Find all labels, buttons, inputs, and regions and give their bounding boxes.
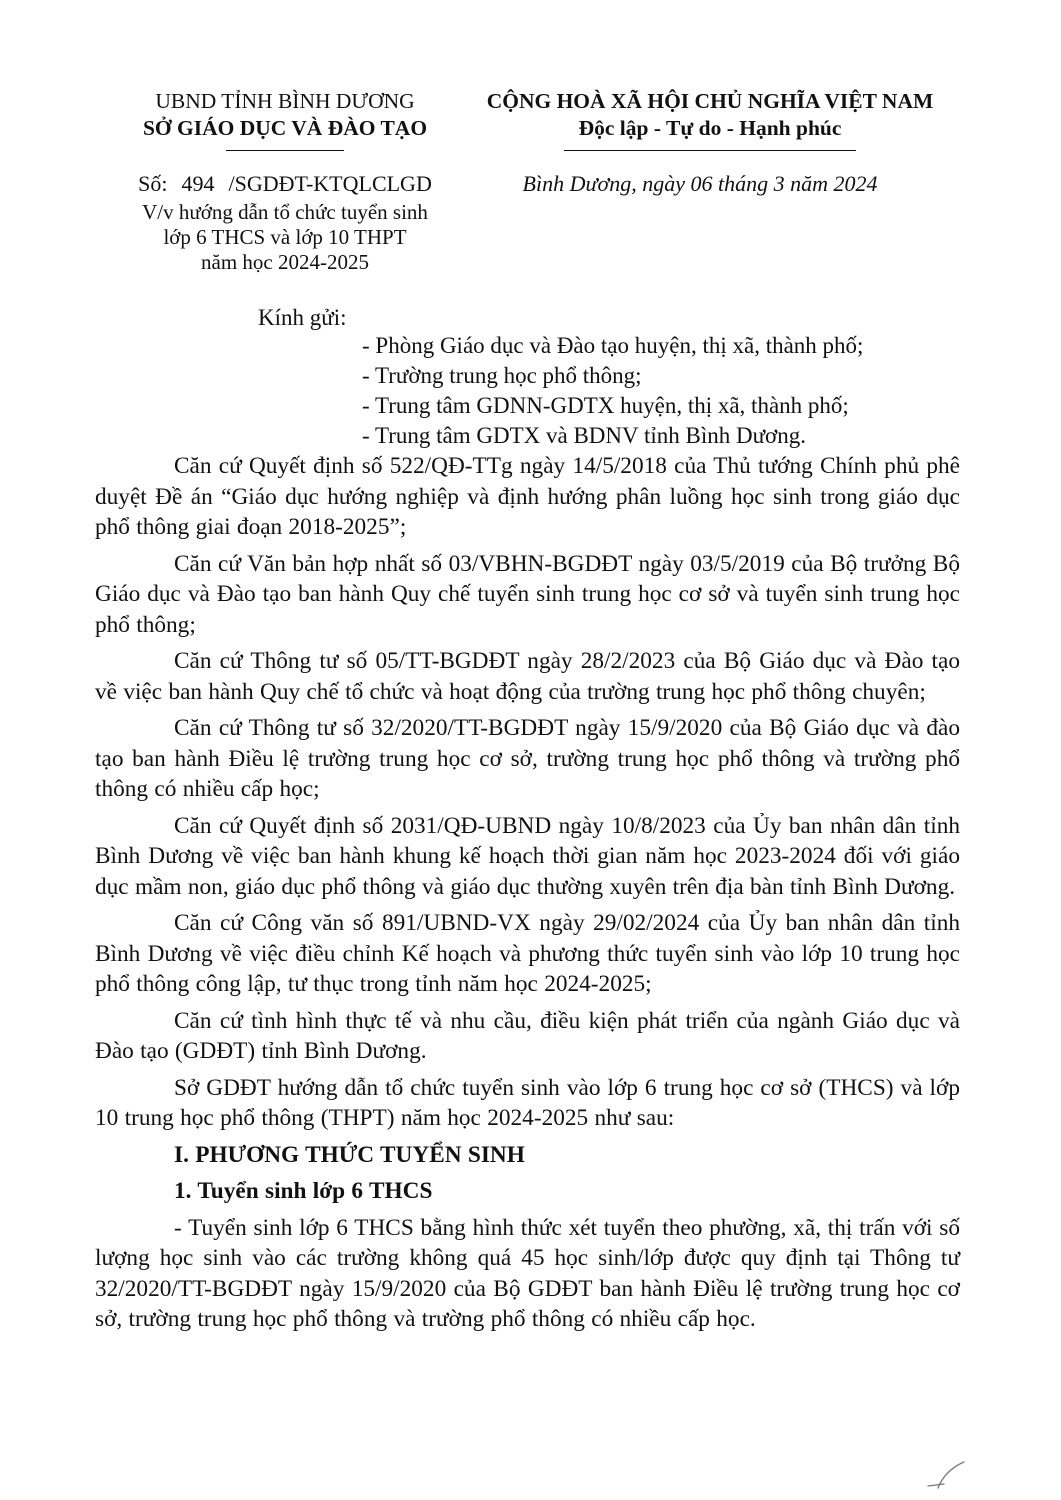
province-committee-name: UBND TỈNH BÌNH DƯƠNG	[155, 89, 415, 113]
document-number-suffix: /SGDĐT-KTQLCLGD	[228, 171, 432, 196]
national-motto: Độc lập - Tự do - Hạnh phúc	[578, 116, 842, 140]
subject-line-3: năm học 2024-2025	[201, 250, 369, 274]
subject-line-1: V/v hướng dẫn tổ chức tuyển sinh	[142, 200, 428, 224]
body-paragraph: Căn cứ Văn bản hợp nhất số 03/VBHN-BGDĐT ngày 03/5/2019 của Bộ trưởng Bộ Giáo dục và Đào tạo ban hành Quy chế tuyển sinh trung học cơ sở và tuyển sinh trung học phổ thông;	[95, 550, 960, 638]
body-paragraph: Sở GDĐT hướng dẫn tổ chức tuyển sinh vào lớp 6 trung học cơ sở (THCS) và lớp 10 trung học phổ thông (THPT) năm học 2024-2025 như sau:	[95, 1074, 960, 1131]
department-underline	[226, 150, 344, 151]
body-paragraph: Căn cứ Thông tư số 32/2020/TT-BGDĐT ngày 15/9/2020 của Bộ Giáo dục và đào tạo ban hành Điều lệ trường trung học cơ sở, trường trung học phổ thông và trường phổ thông có nhiều cấp học;	[95, 715, 960, 802]
document-number-prefix: Số:	[138, 171, 168, 196]
national-motto-block	[440, 88, 980, 151]
recipient-item: - Phòng Giáo dục và Đào tạo huyện, thị xã, thành phố;	[362, 333, 864, 358]
section-heading: I. PHƯƠNG THỨC TUYỂN SINH	[174, 1141, 525, 1168]
document-number	[95, 170, 475, 198]
body-paragraph: Căn cứ Thông tư số 05/TT-BGDĐT ngày 28/2/2023 của Bộ Giáo dục và Đào tạo về việc ban hành Quy chế tổ chức và hoạt động của trường trung học phổ thông chuyên;	[95, 648, 960, 705]
subsection-heading: 1. Tuyển sinh lớp 6 THCS	[174, 1178, 433, 1204]
issuing-agency-block	[95, 88, 475, 151]
body-paragraph: Căn cứ tình hình thực tế và nhu cầu, điều kiện phát triển của ngành Giáo dục và Đào tạo (GDĐT) tỉnh Bình Dương.	[95, 1007, 960, 1064]
recipients-label: Kính gửi:	[258, 305, 347, 330]
body-paragraph: Căn cứ Quyết định số 2031/QĐ-UBND ngày 10/8/2023 của Ủy ban nhân dân tỉnh Bình Dương về việc ban hành khung kế hoạch thời gian năm học 2023-2024 đối với giáo dục mầm non, giáo dục phổ thông và giáo dục thường xuyên trên địa bàn tỉnh Bình Dương.	[95, 812, 960, 900]
body-paragraph: Căn cứ Công văn số 891/UBND-VX ngày 29/02/2024 của Ủy ban nhân dân tỉnh Bình Dương về việc điều chỉnh Kế hoạch và phương thức tuyển sinh vào lớp 10 trung học phổ thông công lập, tư thục trong tỉnh năm học 2024-2025;	[95, 910, 960, 997]
body-paragraph: - Tuyển sinh lớp 6 THCS bằng hình thức xét tuyển theo phường, xã, thị trấn với số lượng học sinh vào các trường không quá 45 học sinh/lớp được quy định tại Thông tư 32/2020/TT-BGDĐT ngày 15/9/2020 của Bộ GDĐT ban hành Điều lệ trường trung học cơ sở, trường trung học phổ thông và trường phổ thông có nhiều cấp học.	[95, 1214, 960, 1332]
subject-line-2: lớp 6 THCS và lớp 10 THPT	[163, 225, 407, 249]
recipients-list	[362, 331, 863, 451]
document-body	[95, 451, 960, 1341]
document-number-value: 494	[181, 171, 215, 196]
date-place-line: Bình Dương, ngày 06 tháng 3 năm 2024	[522, 171, 878, 196]
recipient-item: - Trường trung học phổ thông;	[362, 363, 642, 388]
recipient-item: - Trung tâm GDNN-GDTX huyện, thị xã, thành phố;	[362, 393, 849, 418]
body-paragraph: Căn cứ Quyết định số 522/QĐ-TTg ngày 14/5/2018 của Thủ tướng Chính phủ phê duyệt Đề án “Giáo dục hướng nghiệp và định hướng phân luồng học sinh trong giáo dục phổ thông giai đoạn 2018-2025”;	[95, 453, 960, 540]
motto-underline	[564, 150, 856, 151]
initial-signature-mark	[924, 1460, 970, 1490]
department-name: SỞ GIÁO DỤC VÀ ĐÀO TẠO	[142, 116, 428, 140]
recipient-item: - Trung tâm GDTX và BDNV tỉnh Bình Dương.	[362, 423, 806, 448]
document-reference-block	[95, 170, 475, 275]
country-name: CỘNG HOÀ XÃ HỘI CHỦ NGHĨA VIỆT NAM	[486, 89, 934, 113]
